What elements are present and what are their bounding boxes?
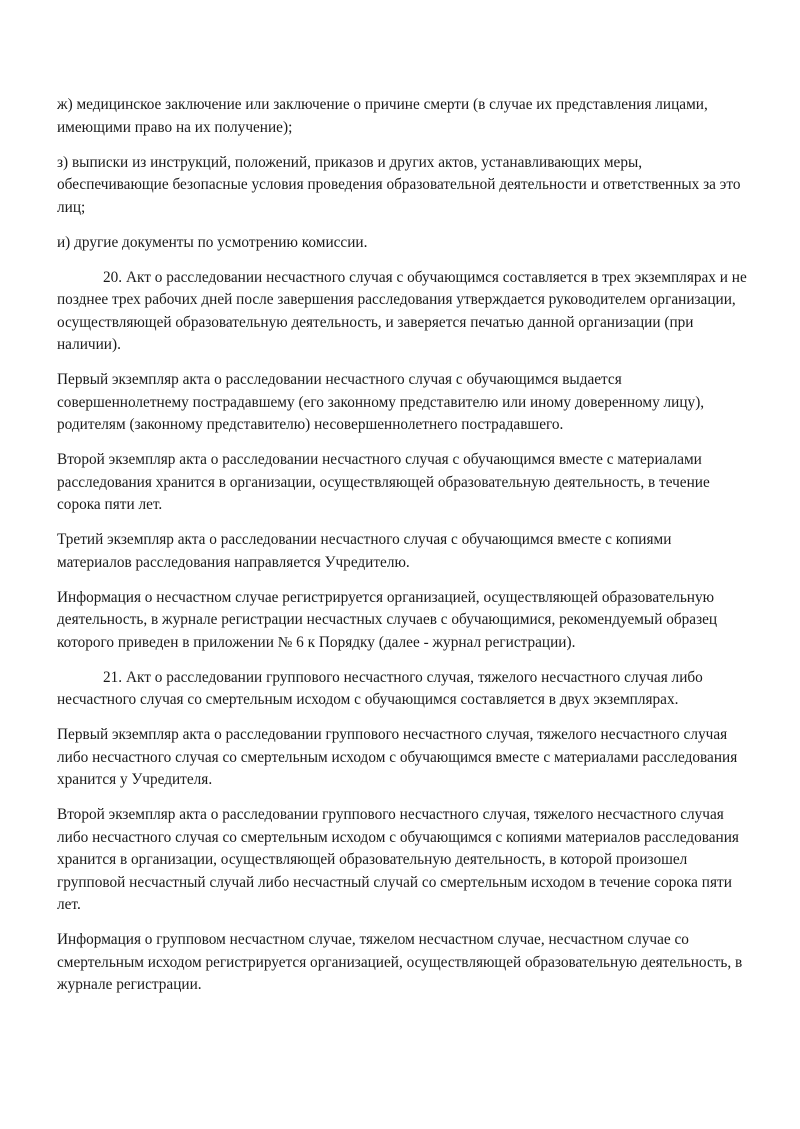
paragraph-second-copy: Второй экземпляр акта о расследовании несчастного случая с обучающимся вместе с материалами расследования хранится в организации, осуществляющей образовательную деятельность, в течение сорока пяти лет. bbox=[57, 451, 710, 513]
paragraph-item-zh: ж) медицинское заключение или заключение о причине смерти (в случае их представления лицами, имеющими право на их получение); bbox=[57, 96, 708, 136]
paragraph-item-z: з) выписки из инструкций, положений, приказов и других актов, устанавливающих меры, обеспечивающие безопасные условия проведения образовательной деятельности и ответственных за это лиц; bbox=[57, 153, 741, 216]
paragraph-item-i: и) другие документы по усмотрению комиссии. bbox=[57, 233, 368, 251]
paragraph-first-copy: Первый экземпляр акта о расследовании несчастного случая с обучающимся выдается совершеннолетнему пострадавшему (его законному представителю или иному доверенному лицу), родителям (законному представителю) несовершеннолетнего пострадавшего. bbox=[57, 371, 705, 433]
paragraph-group-registration-info: Информация о групповом несчастном случае, тяжелом несчастном случае, несчастном случае со смертельным исходом регистрируется организацией, осуществляющей образовательную деятельность, в журнале регистрации. bbox=[57, 931, 743, 993]
paragraph-registration-info: Информация о несчастном случае регистрируется организацией, осуществляющей образовательную деятельность, в журнале регистрации несчастных случаев с обучающимися, рекомендуемый образец которого приведен в приложении № 6 к Порядку (далее - журнал регистрации). bbox=[57, 588, 718, 651]
paragraph-group-first-copy: Первый экземпляр акта о расследовании группового несчастного случая, тяжелого несчастного случая либо несчастного случая со смертельным исходом с обучающимся вместе с материалами расследования хранится у Учредителя. bbox=[57, 726, 738, 788]
paragraph-group-second-copy: Второй экземпляр акта о расследовании группового несчастного случая, тяжелого несчастного случая либо несчастного случая со смертельным исходом с обучающимся с копиями материалов расследования хранится в организации, осуществляющей образовательную деятельность, в которой произошел групповой несчастный случай либо несчастный случай со смертельным исходом в течение сорока пяти лет. bbox=[57, 806, 739, 913]
paragraph-clause-21: 21. Акт о расследовании группового несчастного случая, тяжелого несчастного случая либо несчастного случая со смертельным исходом с обучающимся составляется в двух экземплярах. bbox=[57, 668, 703, 708]
document-page bbox=[57, 94, 747, 1009]
paragraph-clause-20: 20. Акт о расследовании несчастного случая с обучающимся составляется в трех экземплярах и не позднее трех рабочих дней после завершения расследования утверждается руководителем организации, осуществляющей образовательную деятельность, и заверяется печатью данной организации (при наличии). bbox=[57, 268, 747, 353]
paragraph-third-copy: Третий экземпляр акта о расследовании несчастного случая с обучающимся вместе с копиями материалов расследования направляется Учредителю. bbox=[57, 531, 672, 571]
